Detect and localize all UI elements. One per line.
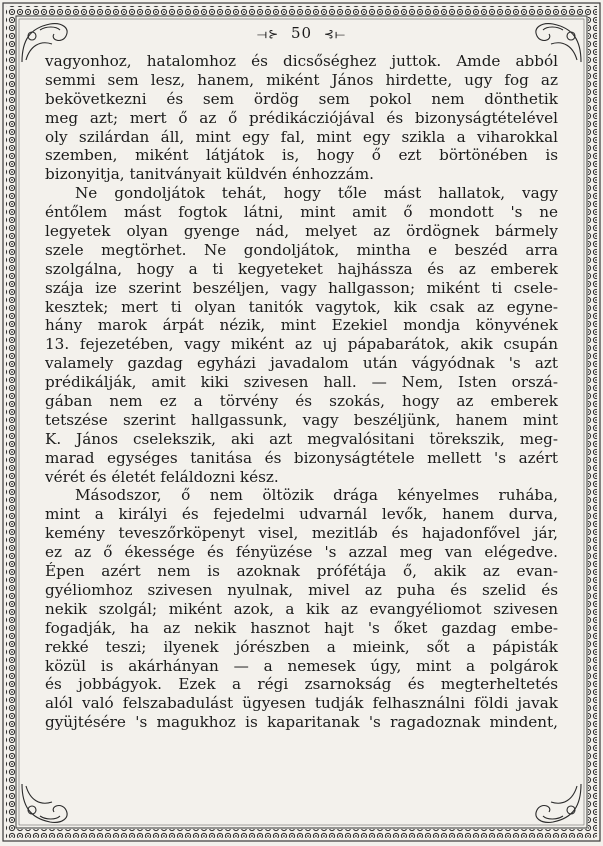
text-line: nekik szolgál; miként azok, a kik az evangyéliomot szivesen bbox=[45, 599, 558, 618]
text-line: K. János cselekszik, aki azt megvalósitani törekszik, meg- bbox=[45, 429, 558, 448]
text-line: gyüjtésére 's magukhoz is kaparitanak 's ragadoznak mindent, bbox=[45, 713, 558, 732]
paragraph-start-line: Ne gondoljátok tehát, hogy tőle mást hallatok, vagy bbox=[75, 184, 558, 203]
text-line: hány marok árpát nézik, mint Ezekiel mondja könyvének bbox=[45, 316, 558, 335]
text-line: valamely gazdag egyházi javadalom után vágyódnak 's azt bbox=[45, 354, 558, 373]
text-line: vérét és életét feláldozni kész. bbox=[45, 467, 279, 486]
text-line: meg azt; mert ő az ő prédikácziójával és bizonyságtételével bbox=[45, 108, 558, 127]
text-line: kesztek; mert ti olyan tanitók vagytok, kik csak az egyne- bbox=[45, 297, 558, 316]
page-number: 50 bbox=[290, 24, 313, 42]
page-number-header bbox=[0, 24, 603, 42]
ornament-right-icon: ⊰⟝ bbox=[323, 27, 346, 41]
text-line: bizonyitja, tanitványait küldvén énhozzám. bbox=[45, 165, 374, 184]
text-line: éntőlem mást fogtok látni, mint amit ő mondott 's ne bbox=[45, 203, 558, 222]
text-line: mint a királyi és fejedelmi udvarnál levők, hanem durva, bbox=[45, 505, 558, 524]
text-line: közül is akárhányan — a nemesek úgy, mint a polgárok bbox=[45, 656, 558, 675]
corner-ornament-bottom-right bbox=[536, 784, 581, 822]
text-line: kemény teveszőrköpenyt visel, mezitláb és hajadonfővel jár, bbox=[45, 524, 558, 543]
paragraph-start-line: Másodszor, ő nem öltözik drága kényelmes ruhába, bbox=[75, 486, 558, 505]
text-line: bekövetkezni és sem ördög sem pokol nem dönthetik bbox=[45, 89, 558, 108]
text-line: semmi sem lesz, hanem, miként János hirdette, ugy fog az bbox=[45, 70, 558, 89]
text-line: fogadják, ha az nekik hasznot hajt 's őket gazdag embe- bbox=[45, 618, 558, 637]
text-line: tetszése szerint hallgassunk, vagy beszéljünk, hanem mint bbox=[45, 410, 558, 429]
text-line: szemben, miként látjátok is, hogy ő ezt börtönében is bbox=[45, 146, 558, 165]
corner-ornament-bottom-left bbox=[22, 784, 67, 822]
text-line: gyéliomhoz szivesen nyulnak, mivel az puha és szelid és bbox=[45, 580, 558, 599]
text-line: gában nem ez a törvény és szokás, hogy az emberek bbox=[45, 392, 558, 411]
text-line: szele megtörhet. Ne gondoljátok, mintha e beszéd arra bbox=[45, 240, 558, 259]
body-text bbox=[45, 52, 558, 732]
text-line: marad egységes tanitása és bizonyságtétele mellett 's azért bbox=[45, 448, 558, 467]
text-line: ez az ő ékessége és fényüzése 's azzal meg van elégedve. bbox=[45, 543, 558, 562]
text-line: rekké teszi; ilyenek jórészben a mieink, sőt a pápisták bbox=[45, 637, 558, 656]
text-line: legyetek olyan gyenge nád, melyet az ördögnek bármely bbox=[45, 222, 558, 241]
text-line: oly szilárdan áll, mint egy fal, mint egy szikla a viharokkal bbox=[45, 127, 558, 146]
text-line: 13. fejezetében, vagy miként az uj pápabarátok, akik csupán bbox=[45, 335, 558, 354]
ornament-left-icon: ⟞⊱ bbox=[257, 27, 280, 41]
text-line: Épen azért nem is azoknak prófétája ő, akik az evan- bbox=[45, 562, 558, 581]
text-line: prédikálják, amit kiki szivesen hall. — Nem, Isten orszá- bbox=[45, 373, 558, 392]
text-line: és jobbágyok. Ezek a régi zsarnokság és megterheltetés bbox=[45, 675, 558, 694]
text-line: szája ize szerint beszéljen, vagy hallgasson; miként ti csele- bbox=[45, 278, 558, 297]
text-line: alól való felszabadulást ügyesen tudják felhasználni földi javak bbox=[45, 694, 558, 713]
text-line: szolgálna, hogy a ti kegyeteket hajhássza és az emberek bbox=[45, 259, 558, 278]
text-line: vagyonhoz, hatalomhoz és dicsőséghez juttok. Amde abból bbox=[45, 52, 558, 70]
